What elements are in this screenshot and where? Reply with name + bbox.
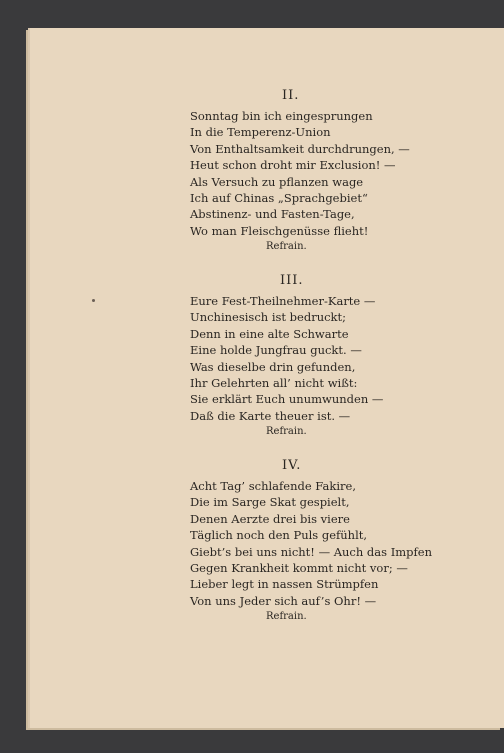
- verse-line: Eure Fest-Theilnehmer-Karte —: [190, 294, 376, 308]
- verse-line: Von Enthaltsamkeit durchdrungen, —: [190, 141, 410, 156]
- verse-line: Ihr Gelehrten all’ nicht wißt:: [190, 376, 358, 391]
- verse-line: Lieber legt in nassen Strümpfen: [190, 577, 379, 592]
- verse-line: Eine holde Jungfrau guckt. —: [190, 343, 362, 358]
- verse-line: Sie erklärt Euch unumwunden —: [190, 392, 384, 407]
- stanza-2: [190, 88, 490, 254]
- verse-line: Was dieselbe drin gefunden,: [190, 359, 356, 374]
- verse-line: Giebt’s bei uns nicht! — Auch das Impfen: [190, 544, 432, 559]
- verse-line: Als Versuch zu pflanzen wage: [190, 174, 364, 189]
- stanza-number: IV.: [282, 458, 302, 473]
- refrain-marker: Refrain.: [266, 426, 307, 438]
- verse-line: Wo man Fleischgenüsse flieht!: [190, 223, 369, 238]
- verse-line: Abstinenz- und Fasten-Tage,: [190, 207, 355, 222]
- verse-line: Ich auf Chinas „Sprachgebiet“: [190, 191, 368, 206]
- verse-line: Denen Aerzte drei bis viere: [190, 511, 350, 526]
- verse-line: Die im Sarge Skat gespielt,: [190, 495, 350, 510]
- verse-line: Von uns Jeder sich auf’s Ohr! —: [190, 593, 377, 608]
- document-page: [30, 28, 504, 728]
- verse-line: Unchinesisch ist bedruckt;: [190, 310, 347, 325]
- verse-line: Acht Tag’ schlafende Fakire,: [190, 479, 356, 493]
- verse-line: Täglich noch den Puls gefühlt,: [190, 528, 368, 543]
- stanza-number: III.: [280, 273, 304, 288]
- stanza-4: [190, 458, 490, 624]
- verse-line: In die Temperenz-Union: [190, 125, 331, 140]
- verse-line: Sonntag bin ich eingesprungen: [190, 109, 373, 123]
- verse-line: Daß die Karte theuer ist. —: [190, 408, 351, 423]
- verse-line: Denn in eine alte Schwarte: [190, 326, 349, 341]
- verse-line: Gegen Krankheit kommt nicht vor; —: [190, 561, 408, 576]
- paper-speck: [92, 299, 95, 302]
- stanza-3: [190, 273, 490, 439]
- refrain-marker: Refrain.: [266, 611, 307, 623]
- stanza-number: II.: [282, 88, 300, 103]
- refrain-marker: Refrain.: [266, 241, 307, 253]
- verse-line: Heut schon droht mir Exclusion! —: [190, 158, 396, 173]
